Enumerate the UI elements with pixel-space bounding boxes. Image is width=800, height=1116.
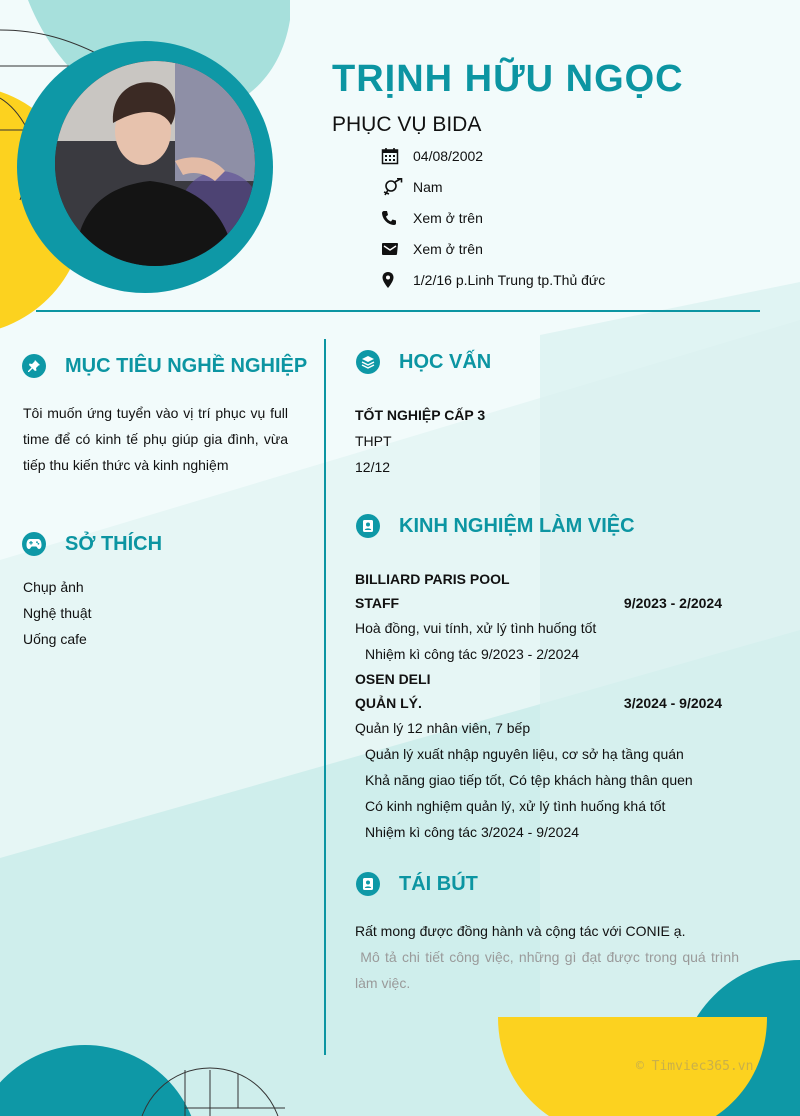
calendar-icon xyxy=(381,146,413,166)
column-divider xyxy=(324,339,326,1055)
postscript-hint: làm việc. xyxy=(355,975,411,991)
job-title: PHỤC VỤ BIDA xyxy=(332,113,482,136)
location-icon xyxy=(381,270,413,290)
contact-email xyxy=(381,233,781,264)
postscript-text: Rất mong được đồng hành và cộng tác với CONIE ạ. xyxy=(355,923,686,939)
job-period: 9/2023 - 2/2024 xyxy=(623,595,722,611)
objective-header xyxy=(22,354,307,378)
job-period: 3/2024 - 9/2024 xyxy=(623,695,722,711)
address-text: 1/2/16 p.Linh Trung tp.Thủ đức xyxy=(413,271,606,288)
job-description: Nhiệm kì công tác 9/2023 - 2/2024 xyxy=(365,646,580,662)
job-description: Khả năng giao tiếp tốt, Có tệp khách hàng thân quen xyxy=(365,772,693,788)
id-card-icon xyxy=(356,872,380,896)
objective-line: tiếp thu kiến thức và kinh nghiệm xyxy=(23,457,229,473)
candidate-name: TRỊNH HỮU NGỌC xyxy=(332,58,684,100)
education-grade: 12/12 xyxy=(355,459,391,475)
pin-icon xyxy=(22,354,46,378)
job-description: Nhiệm kì công tác 3/2024 - 9/2024 xyxy=(365,824,580,840)
gender-text: Nam xyxy=(413,178,443,195)
contact-gender xyxy=(381,171,781,202)
job-entry xyxy=(355,667,722,845)
hobbies-header xyxy=(22,532,162,556)
email-icon xyxy=(381,239,413,259)
education-school: THPT xyxy=(355,433,392,449)
gamepad-icon xyxy=(22,532,46,556)
education-body xyxy=(355,402,485,480)
job-description: Quản lý 12 nhân viên, 7 bếp xyxy=(355,720,531,736)
phone-icon xyxy=(381,208,413,228)
header-divider xyxy=(36,310,760,312)
objective-text xyxy=(23,400,288,478)
contact-phone xyxy=(381,202,781,233)
job-company: BILLIARD PARIS POOL xyxy=(355,571,510,587)
hobbies-title: SỞ THÍCH xyxy=(65,532,163,555)
job-description: Hoà đồng, vui tính, xử lý tình huống tốt xyxy=(355,620,597,636)
hobby-item: Uống cafe xyxy=(23,631,87,647)
job-position-row xyxy=(355,691,722,715)
contact-birthdate xyxy=(381,140,781,171)
email-text: Xem ở trên xyxy=(413,240,483,257)
layers-icon xyxy=(356,350,380,374)
hobby-item: Chụp ảnh xyxy=(23,579,84,595)
hobbies-list xyxy=(23,574,92,652)
objective-line: time để có kinh tế phụ giúp gia đình, vừa xyxy=(23,431,288,447)
postscript-title: TÁI BÚT xyxy=(399,872,478,895)
contact-list xyxy=(381,140,781,295)
education-degree: TỐT NGHIỆP CẤP 3 xyxy=(355,407,486,423)
objective-line: Tôi muốn ứng tuyển vào vị trí phục vụ full xyxy=(23,405,288,421)
experience-title: KINH NGHIỆM LÀM VIỆC xyxy=(399,514,635,537)
job-entry xyxy=(355,567,722,667)
watermark: © Timviec365.vn xyxy=(636,1059,754,1074)
postscript-body xyxy=(355,918,739,996)
objective-title: MỤC TIÊU NGHỀ NGHIỆP xyxy=(65,354,308,377)
job-position-row xyxy=(355,591,722,615)
job-description: Có kinh nghiệm quản lý, xử lý tình huống khá tốt xyxy=(365,798,666,814)
job-company: OSEN DELI xyxy=(355,671,431,687)
postscript-hint: Mô tả chi tiết công việc, những gì đạt được trong quá trình xyxy=(355,949,739,965)
hobby-item: Nghệ thuật xyxy=(23,605,92,621)
contact-address xyxy=(381,264,781,295)
phone-text: Xem ở trên xyxy=(413,209,483,226)
birthdate-text: 04/08/2002 xyxy=(413,147,484,164)
id-card-icon xyxy=(356,514,380,538)
gender-icon xyxy=(381,177,413,197)
avatar-photo xyxy=(55,61,255,266)
job-position: QUẢN LÝ. xyxy=(355,695,422,711)
education-header xyxy=(356,350,491,374)
experience-header xyxy=(356,514,635,538)
job-description: Quản lý xuất nhập nguyên liệu, cơ sở hạ tầng quán xyxy=(365,746,684,762)
job-position: STAFF xyxy=(355,595,400,611)
experience-body xyxy=(355,567,722,845)
education-title: HỌC VẤN xyxy=(399,350,492,373)
postscript-header xyxy=(356,872,478,896)
